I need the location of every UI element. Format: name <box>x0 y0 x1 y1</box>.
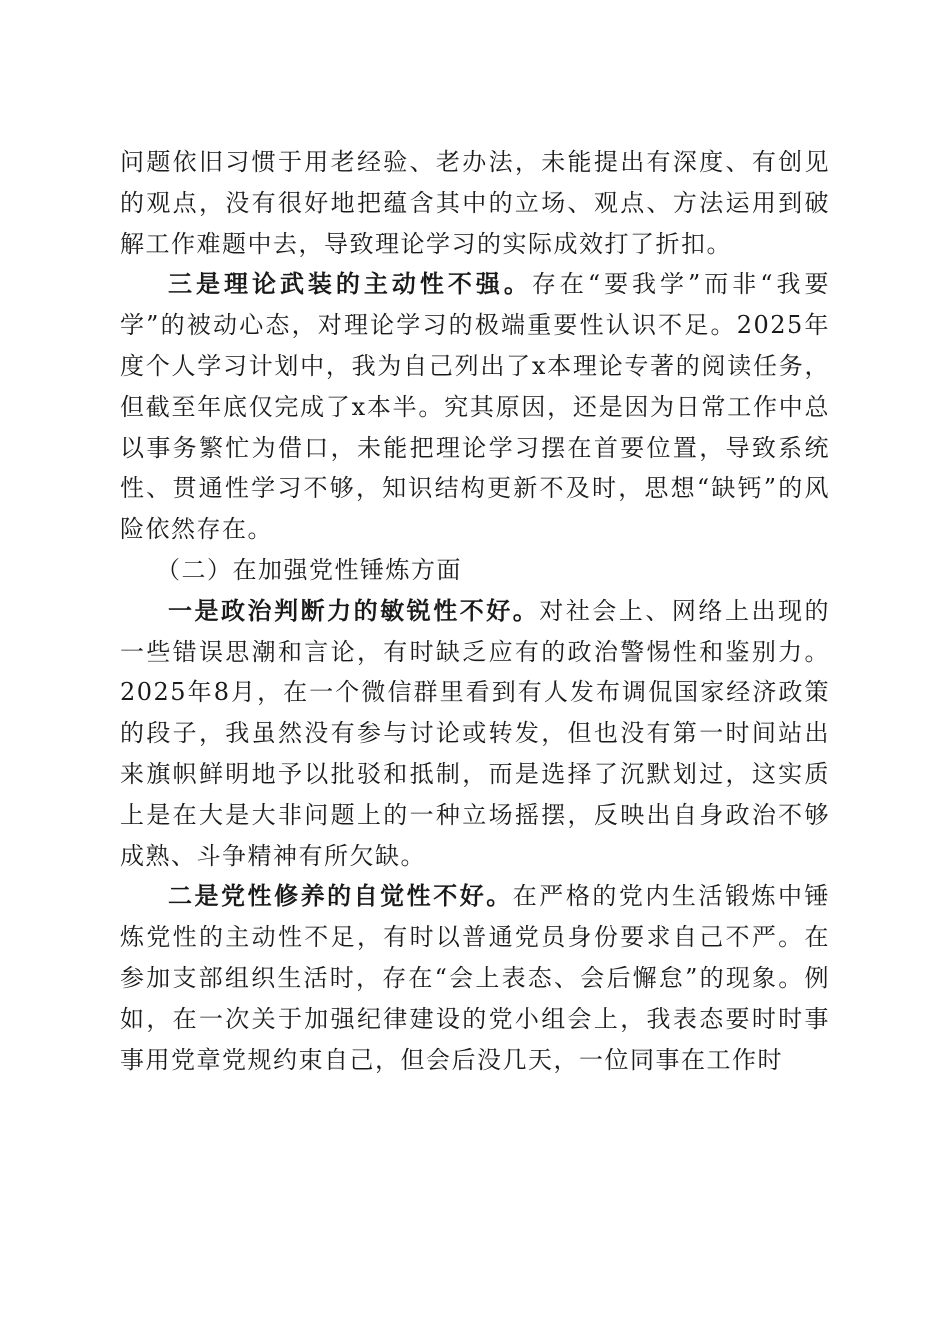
paragraph-text: 存在“要我学”而非“我要学”的被动心态，对理论学习的极端重要性认识不足。2025年度个人学习计划中，我为自己列出了x本理论专著的阅读任务，但截至年底仅完成了x本半。究其原因，还是因为日常工作中总以事务繁忙为借口，未能把理论学习摆在首要位置，导致系统性、贯通性学习不够，知识结构更新不及时，思想“缺钙”的风险依然存在。 <box>120 270 831 544</box>
paragraph-theory-initiative <box>120 264 830 550</box>
paragraph-text: 问题依旧习惯于用老经验、老办法，未能提出有深度、有创见的观点，没有很好地把蕴含其中的立场、观点、方法运用到破解工作难题中去，导致理论学习的实际成效打了折扣。 <box>120 148 830 258</box>
section-heading <box>120 550 830 591</box>
paragraph-lead: 三是理论武装的主动性不强。 <box>168 270 532 299</box>
paragraph-political-judgment <box>120 591 830 877</box>
paragraph-continuation <box>120 142 830 264</box>
paragraph-text: 对社会上、网络上出现的一些错误思潮和言论，有时缺乏应有的政治警惕性和鉴别力。2025年8月，在一个微信群里看到有人发布调侃国家经济政策的段子，我虽然没有参与讨论或转发，但也没有第一时间站出来旗帜鲜明地予以批驳和抵制，而是选择了沉默划过，这实质上是在大是大非问题上的一种立场摇摆，反映出自身政治不够成熟、斗争精神有所欠缺。 <box>120 596 831 870</box>
paragraph-lead: 二是党性修养的自觉性不好。 <box>168 882 513 911</box>
paragraph-text: 在严格的党内生活锻炼中锤炼党性的主动性不足，有时以普通党员身份要求自己不严。在参加支部组织生活时，存在“会上表态、会后懈怠”的现象。例如，在一次关于加强纪律建设的党小组会上，我表态要时时事事用党章党规约束自己，但会后没几天，一位同事在工作时 <box>120 882 831 1074</box>
document-body <box>120 142 830 1080</box>
section-heading-text: （二）在加强党性锤炼方面 <box>156 555 462 584</box>
paragraph-party-cultivation <box>120 876 830 1080</box>
paragraph-lead: 一是政治判断力的敏锐性不好。 <box>168 596 540 625</box>
